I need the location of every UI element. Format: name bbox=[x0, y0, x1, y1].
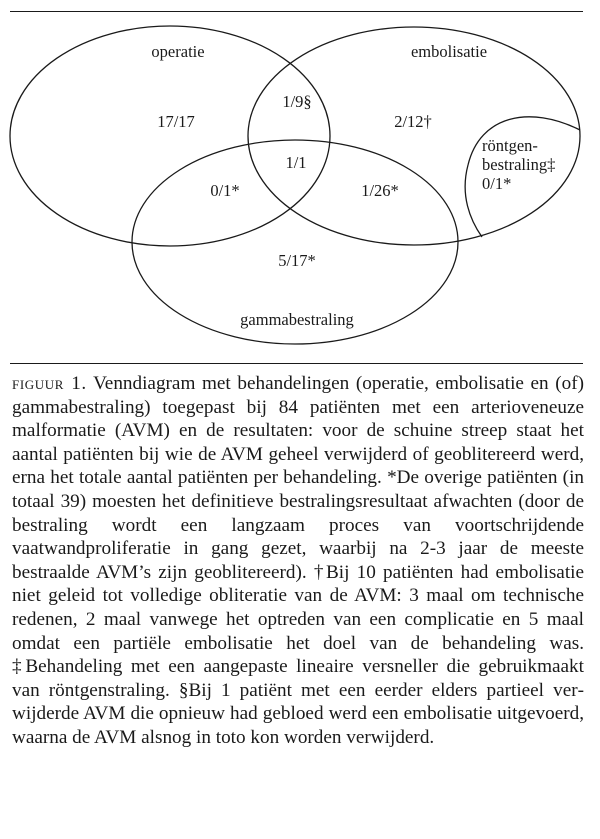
set-label-rontgen-line1: röntgen- bbox=[482, 136, 538, 155]
set-label-embolisatie: embolisatie bbox=[410, 42, 488, 61]
set-label-gammabestraling: gammabestraling bbox=[240, 310, 354, 329]
region-operatie-gamma: 0/1* bbox=[210, 181, 240, 200]
figure-caption bbox=[12, 372, 584, 750]
region-rontgen-value: 0/1* bbox=[482, 174, 512, 193]
set-label-operatie: operatie bbox=[151, 42, 205, 61]
caption-rule bbox=[10, 363, 583, 364]
region-operatie-embolisatie: 1/9§ bbox=[282, 92, 312, 111]
figure-label: figuur 1. bbox=[12, 373, 87, 394]
venn-diagram bbox=[0, 0, 600, 365]
caption-text: Venndiagram met behandelingen (operatie, embolisatie en (of) gammabestraling) toegepast bij 84 patiënten met een arterioveneuze malformatie (AVM) en de resultaten: voor de schuine streep staat het aantal patiënten bij wie de AVM geheel verwijderd of geoblitereerd werd, erna het totale aantal patiënten per behandeling. *De overige patiënten (in totaal 39) moesten het definitieve bestralingsresultaat afwachten (door de bestraling wordt een langzaam proces van voortschrijdende vaatwandproliferatie in gang gezet, waarbij na 2-3 jaar de meeste bestraalde AVM’s zijn geoblitereerd). †Bij 10 patiënten had embolisatie niet geleid tot volledige obliteratie van de AVM: 3 maal om technische redenen, 2 maal vanwege het optreden van een complicatie en 5 maal omdat een partiële embolisatie het doel van de behandeling was. ‡Behandeling met een aangepaste lineaire versneller die gebruikmaakt van röntgenstraling. §Bij 1 patiënt met een eerder elders partieel verwijderde AVM die opnieuw had gebloed werd een embolisatie uitgevoerd, waarna de AVM alsnog in toto kon worden verwijderd. bbox=[12, 373, 585, 748]
region-gamma-only: 5/17* bbox=[278, 251, 316, 270]
region-all-three: 1/1 bbox=[285, 153, 307, 172]
region-operatie-only: 17/17 bbox=[157, 112, 195, 131]
region-embolisatie-gamma: 1/26* bbox=[361, 181, 399, 200]
set-label-rontgen-line2: bestraling‡ bbox=[482, 155, 556, 174]
region-embolisatie-only: 2/12† bbox=[394, 112, 432, 131]
caption-paragraph bbox=[12, 372, 584, 750]
